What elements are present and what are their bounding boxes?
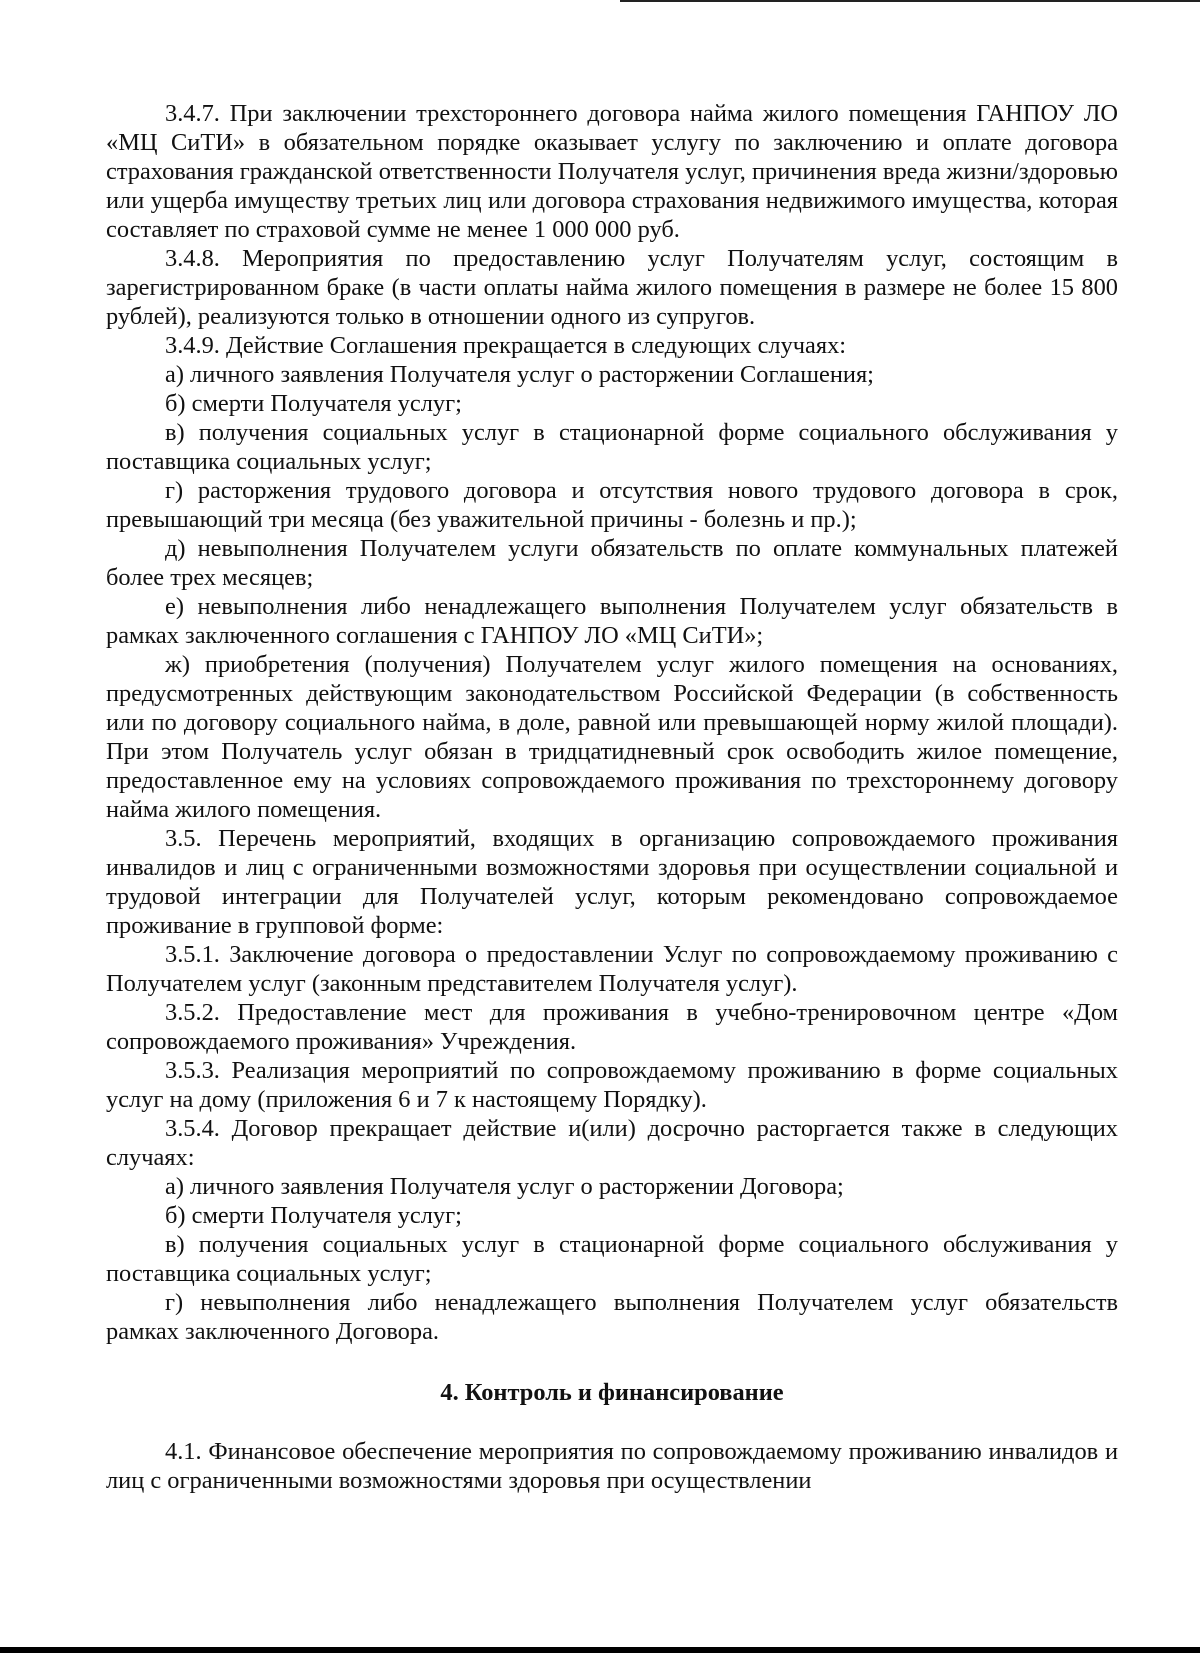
list-item-a: а) личного заявления Получателя услуг о расторжении Соглашения; [165,361,874,388]
paragraph-3-4-9: 3.4.9. Действие Соглашения прекращается в следующих случаях: [165,332,847,359]
list-item-g-2: г) невыполнения либо ненадлежащего выполнения Получателем услуг обязательств рамках заключенного Договора. [106,1289,1118,1345]
paragraph-3-4-8: 3.4.8. Мероприятия по предоставлению услуг Получателям услуг, состоящим в зарегистрированном браке (в части оплаты найма жилого помещения в размере не более 15 800 рублей), реализуются только в отношении одного из супругов. [106,245,1118,330]
list-item-b: б) смерти Получателя услуг; [165,390,462,417]
list-item-g: г) расторжения трудового договора и отсутствия нового трудового договора в срок, превышающий три месяца (без уважительной причины - болезнь и пр.); [106,477,1118,533]
list-item-a-2: а) личного заявления Получателя услуг о расторжении Договора; [165,1173,844,1200]
paragraph-4-1: 4.1. Финансовое обеспечение мероприятия по сопровождаемому проживанию инвалидов и лиц с ограниченными возможностями здоровья при осуществлении [106,1438,1118,1494]
scan-edge-bar [0,1647,1200,1653]
list-item-v: в) получения социальных услуг в стационарной форме социального обслуживания у поставщика социальных услуг; [106,419,1118,475]
list-item-v-2: в) получения социальных услуг в стационарной форме социального обслуживания у поставщика социальных услуг; [106,1231,1118,1287]
paragraph-3-5-1: 3.5.1. Заключение договора о предоставлении Услуг по сопровождаемому проживанию с Получателем услуг (законным представителем Получателя услуг). [106,941,1118,997]
list-item-zh: ж) приобретения (получения) Получателем услуг жилого помещения на основаниях, предусмотренных действующим законодательством Российской Федерации (в собственность или по договору социального найма, в доле, равной или превышающей норму жилой площади). При этом Получатель услуг обязан в тридцатидневный срок освободить жилое помещение, предоставленное ему на условиях сопровождаемого проживания по трехстороннему договору найма жилого помещения. [106,651,1118,823]
section-heading: 4. Контроль и финансирование [440,1379,784,1406]
paragraph-3-5: 3.5. Перечень мероприятий, входящих в организацию сопровождаемого проживания инвалидов и лиц с ограниченными возможностями здоровья при осуществлении социальной и трудовой интеграции для Получателей услуг, которым рекомендовано сопровождаемое проживание в групповой форме: [106,825,1118,939]
paragraph-3-5-2: 3.5.2. Предоставление мест для проживания в учебно-тренировочном центре «Дом сопровождаемого проживания» Учреждения. [106,999,1118,1055]
document-page [106,99,1118,1495]
list-item-b-2: б) смерти Получателя услуг; [165,1202,462,1229]
list-item-d: д) невыполнения Получателем услуги обязательств по оплате коммунальных платежей более трех месяцев; [106,535,1118,591]
paragraph-3-5-3: 3.5.3. Реализация мероприятий по сопровождаемому проживанию в форме социальных услуг на дому (приложения 6 и 7 к настоящему Порядку). [106,1057,1118,1113]
paragraph-3-4-7: 3.4.7. При заключении трехстороннего договора найма жилого помещения ГАНПОУ ЛО «МЦ СиТИ» в обязательном порядке оказывает услугу по заключению и оплате договора страхования гражданской ответственности Получателя услуг, причинения вреда жизни/здоровью или ущерба имуществу третьих лиц или договора страхования недвижимого имущества, которая составляет по страховой сумме не менее 1 000 000 руб. [106,100,1118,243]
paragraph-3-5-4: 3.5.4. Договор прекращает действие и(или) досрочно расторгается также в следующих случаях: [106,1115,1118,1171]
list-item-e: е) невыполнения либо ненадлежащего выполнения Получателем услуг обязательств в рамках заключенного соглашения с ГАНПОУ ЛО «МЦ СиТИ»; [106,593,1118,649]
scan-edge-line [620,0,1200,2]
